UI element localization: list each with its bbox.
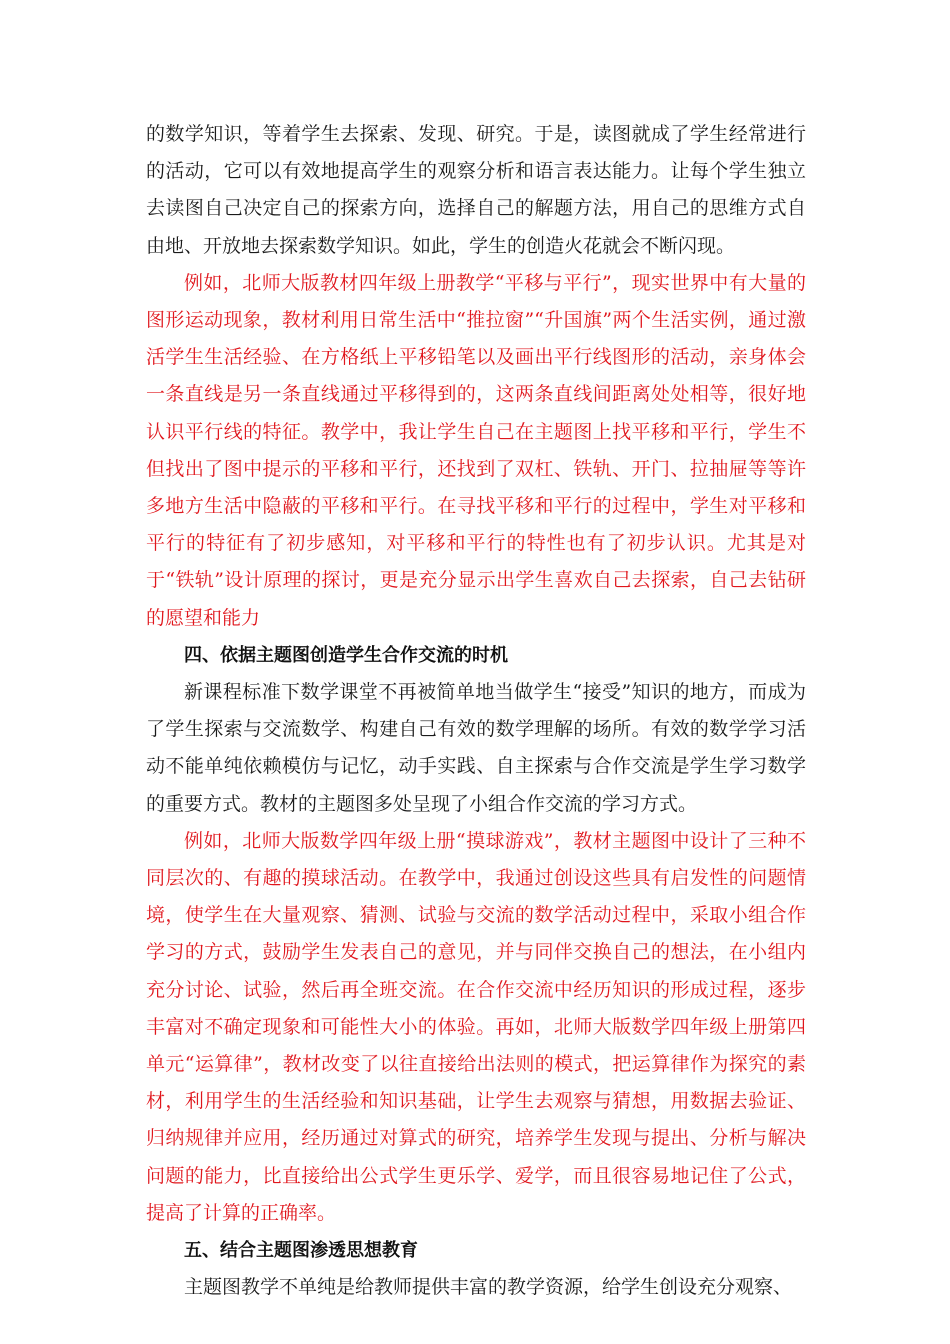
paragraph-example-ball-game: 例如，北师大版数学四年级上册“摸球游戏”，教材主题图中设计了三种不同层次的、有趣的摸球活动。在教学中，我通过创设这些具有启发性的问题情境，使学生在大量观察、猜测、试验与交流的数学活动过程中，采取小组合作学习的方式，鼓励学生发表自己的意见，并与同伴交换自己的想法，在小组内充分讨论、试验，然后再全班交流。在合作交流中经历知识的形成过程，逐步丰富对不确定现象和可能性大小的体验。再如，北师大版数学四年级上册第四单元“运算律”，教材改变了以往直接给出法则的模式，把运算律作为探究的素材，利用学生的生活经验和知识基础，让学生去观察与猜想，用数据去验证、归纳规律并应用，经历通过对算式的研究，培养学生发现与提出、分析与解决问题的能力，比直接给出公式学生更乐学、爱学，而且很容易地记住了公式，提高了计算的正确率。	[146, 829, 806, 1224]
paragraph-reading-diagrams: 的数学知识，等着学生去探索、发现、研究。于是，读图就成了学生经常进行的活动，它可以有效地提高学生的观察分析和语言表达能力。让每个学生独立去读图自己决定自己的探索方向，选择自己的解题方法，用自己的思维方式自由地、开放地去探索数学知识。如此，学生的创造火花就会不断闪现。	[146, 123, 806, 257]
paragraph-example-translation-parallel: 例如，北师大版教材四年级上册教学“平移与平行”，现实世界中有大量的图形运动现象，教材利用日常生活中“推拉窗”“升国旗”两个生活实例，通过激活学生生活经验、在方格纸上平移铅笔以及画出平行线图形的活动，亲身体会一条直线是另一条直线通过平移得到的，这两条直线间距离处处相等，很好地认识平行线的特征。教学中，我让学生自己在主题图上找平移和平行，学生不但找出了图中提示的平移和平行，还找到了双杠、铁轨、开门、拉抽屉等等许多地方生活中隐蔽的平移和平行。在寻找平移和平行的过程中，学生对平移和平行的特征有了初步感知，对平移和平行的特性也有了初步认识。尤其是对于“铁轨”设计原理的探讨，更是充分显示出学生喜欢自己去探索，自己去钻研的愿望和能力	[146, 271, 806, 629]
document-page	[146, 116, 806, 1307]
paragraph-moral-education: 主题图教学不单纯是给教师提供丰富的教学资源，给学生创设充分观察、	[184, 1276, 793, 1299]
section-heading-5: 五、结合主题图渗透思想教育	[184, 1240, 418, 1262]
section-heading-4: 四、依据主题图创造学生合作交流的时机	[184, 644, 508, 666]
paragraph-cooperative-learning: 新课程标准下数学课堂不再被简单地当做学生“接受”知识的地方，而成为了学生探索与交流数学、构建自己有效的数学理解的场所。有效的数学学习活动不能单纯依赖模仿与记忆，动手实践、自主探索与合作交流是学生学习数学的重要方式。教材的主题图多处呈现了小组合作交流的学习方式。	[146, 681, 806, 815]
